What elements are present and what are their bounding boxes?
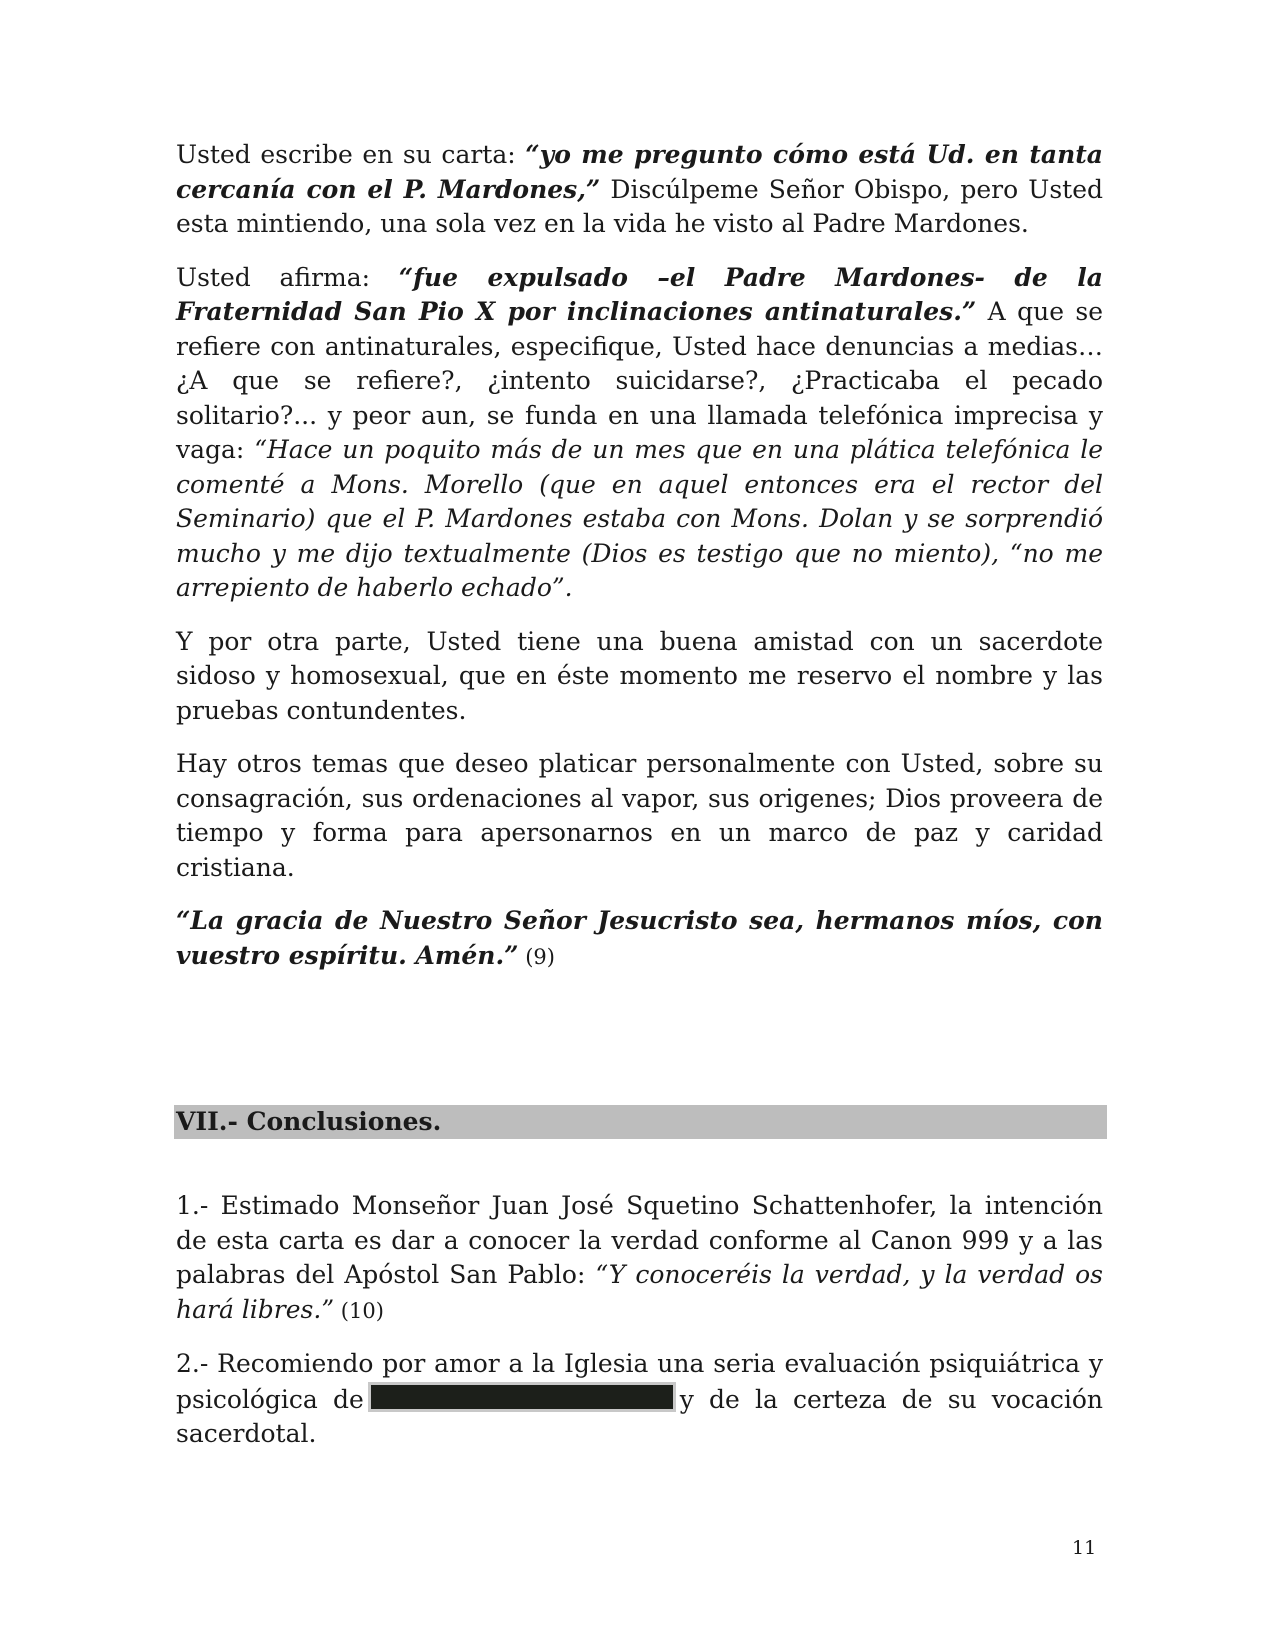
text: 2.- Recomiendo por amor a la Iglesia una seria evaluación psiquiátrica y psicológica de bbox=[176, 1349, 1103, 1414]
quote: “fue expulsado –el Padre Mardones- de la Fraternidad San Pio X por inclinaciones antinaturales.” bbox=[176, 262, 1103, 326]
quote-italic: “Y conoceréis la verdad, y la verdad os hará libres.” bbox=[176, 1260, 1104, 1324]
quote-italic: “Hace un poquito más de un mes que en una plática telefónica le comenté a Mons. Morello (que en aquel entonces era el rector del Seminario) que el P. Mardones estaba con Mons. Dolan y se sorprendió mucho y me dijo textualmente (Dios es testigo que no miento), “no me arrepiento de haberlo echado”. bbox=[176, 435, 1103, 602]
redaction-block bbox=[368, 1382, 676, 1412]
text: Discúlpeme Señor Obispo, pero Usted esta mintiendo, una sola vez en la vida he visto al Padre Mardones. bbox=[176, 174, 1103, 238]
quote: “yo me pregunto cómo está Ud. en tanta cercanía con el P. Mardones,” bbox=[176, 140, 1104, 204]
text: Usted afirma: bbox=[176, 262, 399, 292]
spacer bbox=[176, 1139, 1103, 1189]
conclusion-1 bbox=[176, 1189, 1103, 1328]
spacer bbox=[176, 993, 1103, 1105]
closing-quote: “La gracia de Nuestro Señor Jesucristo sea, hermanos míos, con vuestro espíritu. Amén.” bbox=[176, 906, 1103, 970]
paragraph-4: Hay otros temas que deseo platicar personalmente con Usted, sobre su consagración, sus ordenaciones al vapor, sus origenes; Dios proveera de tiempo y forma para apersonarnos en un marco de paz y caridad cristiana. bbox=[176, 749, 1103, 882]
paragraph-1 bbox=[176, 138, 1103, 242]
text: A que se refiere con antinaturales, especifique, Usted hace denuncias a medias… ¿A que se refiere?, ¿intento suicidarse?, ¿Practicaba el pecado solitario?... y peor aun, se funda en una llamada telefónica imprecisa y vaga: bbox=[176, 297, 1104, 464]
paragraph-5 bbox=[176, 904, 1103, 974]
text: 1.- Estimado Monseñor Juan José Squetino Schattenhofer, la intención de esta carta es dar a conocer la verdad conforme al Canon 999 y a las palabras del Apóstol San Pablo: bbox=[176, 1191, 1103, 1289]
footnote-ref: (9) bbox=[518, 944, 555, 969]
paragraph-2 bbox=[176, 261, 1103, 606]
text: Usted escribe en su carta: bbox=[176, 140, 526, 169]
conclusion-2 bbox=[176, 1347, 1103, 1452]
page-number: 11 bbox=[1072, 1537, 1097, 1559]
text: y de la certeza de su vocación sacerdotal. bbox=[176, 1384, 1103, 1448]
paragraph-3: Y por otra parte, Usted tiene una buena amistad con un sacerdote sidoso y homosexual, que en éste momento me reservo el nombre y las pruebas contundentes. bbox=[176, 626, 1103, 725]
document-body bbox=[176, 138, 1103, 1471]
section-heading: VII.- Conclusiones. bbox=[174, 1105, 1107, 1139]
footnote-ref: (10) bbox=[334, 1298, 384, 1323]
